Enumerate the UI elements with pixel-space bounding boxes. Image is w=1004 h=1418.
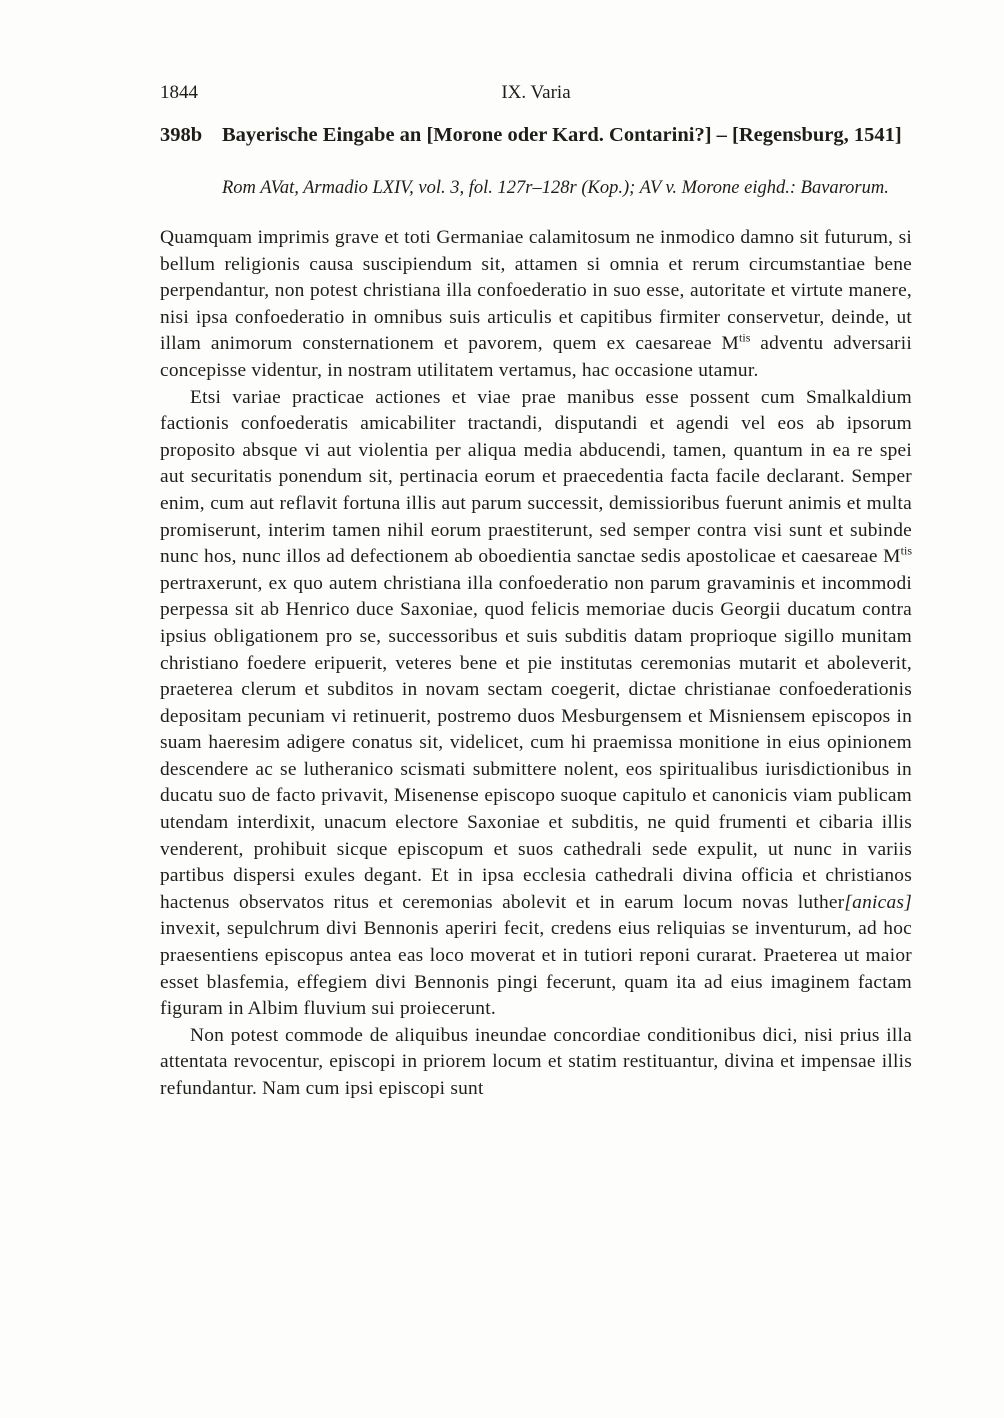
page-number: 1844 [160,82,198,103]
running-title: IX. Varia [501,82,571,103]
body-text [160,225,912,1103]
body-paragraph-2: Etsi variae practicae actiones et viae prae manibus esse possent cum Smalkaldium factionis confoederatis amicabiliter tractandi, disputandi et agendi vel eos ab ipsorum proposito absque vi aut violentia per aliqua media abducendi, tamen, quantum in ea re spei aut securitatis ponendum sit, pertinacia eorum et praecedentia facta facile declarant. Semper enim, cum aut reflavit fortuna illis aut parum successit, demissioribus fuerunt animis et multa promiserunt, interim tamen nihil eorum praestiterunt, sed semper contra visi sunt et subinde nunc hos, nunc illos ad defectionem ab oboedientia sanctae sedis apostolicae et caesareae $M^{tis}$ pertraxerunt, ex quo autem christiana illa confoederatio non parum gravaminis et incommodi perpessa sit ab Henrico duce Saxoniae, quod felicis memoriae ducis Georgii ducatum contra ipsius obligationem pro se, successoribus et suis subditis datam proprioque sigillo munitam christiano foedere eripuerit, veteres bene et pie institutas ceremonias mutarit et aboleverit, praeterea clerum et subditos in novam sectam coegerit, dictae christianae confoederationis depositam pecuniam vi retinuerit, postremo duos Mesburgensem et Misniensem episcopos in suam haeresim adigere conatus sit, videlicet, cum hi praemissa monitione in eius opinionem descendere ac se lutheranico scismati submittere nolent, eos spiritualibus iurisdictionibus in ducatu suo de facto privavit, Misenense episcopo suoque capitulo et canonicis viam publicam utendam interdixit, unacum electore Saxoniae et subditis, ne quid frumenti et cibaria illis venderent, prohibuit sicque episcopum et suos cathedrali sede expulit, ut nunc in variis partibus dispersi exules degant. Et in ipsa ecclesia cathedrali divina officia et christianos hactenus observatos ritus et ceremonias abolevit et in earum locum novas luther[anicas] invexit, sepulchrum divi Bennonis aperiri fecit, credens eius reliquias se inventurum, ad hoc praesentiens episcopus antea eas loco moverat et in tutiori reponi curarat. Praeterea ut maior esset blasfemia, effegiem divi Bennonis pingi fecerunt, quam ita ad eius imaginem factam figuram in Albim fluvium sui proiecerunt. [160,386,912,1020]
entry-title: Bayerische Eingabe an [Morone oder Kard. Contarini?] – [Regensburg, 1541] [222,124,902,146]
entry-heading [160,122,912,149]
body-paragraph-1: Quamquam imprimis grave et toti Germaniae calamitosum ne inmodico damno sit futurum, si bellum religionis causa suscipiendum sit, attamen si omnia et rerum circumstantiae bene perpendantur, non potest christiana illa confoederatio in suo esse, autoritate et virtute manere, nisi ipsa confoederatio in omnibus suis articulis et capitibus firmiter conservetur, deinde, ut illam animorum consternationem et pavorem, quem ex caesareae $M^{tis}$ adventu adversarii concepisse videntur, in nostram utilitatem vertamus, hac occasione utamur. [160,227,912,381]
entry-number: 398b [160,124,203,146]
running-header [160,82,912,108]
source-citation: Rom AVat, Armadio LXIV, vol. 3, fol. 127r–128r (Kop.); AV v. Morone eighd.: Bavarorum. [222,178,889,198]
body-paragraph-3: Non potest commode de aliquibus ineundae concordiae conditionibus dici, nisi prius illa attentata revocentur, episcopi in priorem locum et statim restituantur, divina et impensae illis refundantur. Nam cum ipsi episcopi sunt [160,1024,912,1099]
text-block [160,82,912,1103]
